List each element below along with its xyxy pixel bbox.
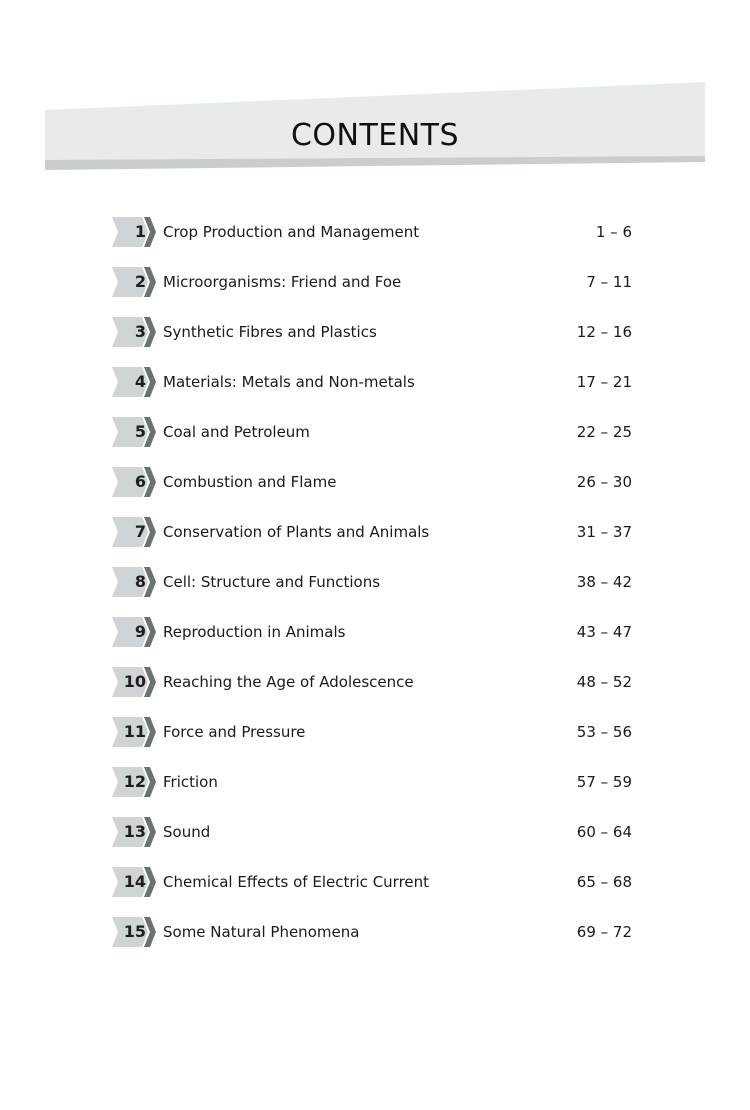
- chapter-title[interactable]: Conservation of Plants and Animals: [163, 523, 430, 541]
- chapter-pages: 57 – 59: [576, 773, 632, 791]
- chapter-pages: 17 – 21: [576, 373, 632, 391]
- chapter-number: 13: [123, 822, 146, 841]
- chapter-number: 6: [134, 472, 146, 491]
- chapter-number: 9: [134, 622, 146, 641]
- chapter-title[interactable]: Materials: Metals and Non-metals: [163, 373, 415, 391]
- toc-row[interactable]: [112, 414, 634, 464]
- chapter-title[interactable]: Microorganisms: Friend and Foe: [163, 273, 402, 291]
- chapter-pages: 26 – 30: [576, 473, 632, 491]
- chapter-number: 8: [134, 572, 146, 591]
- toc-row[interactable]: [112, 864, 634, 914]
- toc-row[interactable]: [112, 314, 634, 364]
- chapter-title[interactable]: Combustion and Flame: [163, 473, 337, 491]
- chapter-number: 10: [123, 672, 146, 691]
- chapter-pages: 31 – 37: [576, 523, 632, 541]
- chapter-number: 5: [134, 422, 146, 441]
- chapter-number: 12: [123, 772, 146, 791]
- chapter-number: 4: [134, 372, 146, 391]
- chapter-pages: 22 – 25: [576, 423, 632, 441]
- chapter-pages: 7 – 11: [586, 273, 632, 291]
- chapter-title[interactable]: Sound: [163, 823, 211, 841]
- table-of-contents: [112, 214, 634, 964]
- chapter-pages: 43 – 47: [576, 623, 632, 641]
- chapter-number: 2: [134, 272, 146, 291]
- toc-row[interactable]: [112, 464, 634, 514]
- toc-row[interactable]: [112, 714, 634, 764]
- toc-row[interactable]: [112, 914, 634, 964]
- toc-row[interactable]: [112, 664, 634, 714]
- chapter-number: 7: [134, 522, 146, 541]
- chapter-pages: 48 – 52: [576, 673, 632, 691]
- chapter-title[interactable]: Friction: [163, 773, 218, 791]
- toc-row[interactable]: [112, 214, 634, 264]
- chapter-title[interactable]: Reproduction in Animals: [163, 623, 346, 641]
- chapter-pages: 1 – 6: [595, 223, 632, 241]
- chapter-number: 15: [123, 922, 146, 941]
- toc-row[interactable]: [112, 614, 634, 664]
- chapter-title[interactable]: Chemical Effects of Electric Current: [163, 873, 430, 891]
- toc-row[interactable]: [112, 364, 634, 414]
- chapter-number: 11: [123, 722, 146, 741]
- chapter-number: 3: [134, 322, 146, 341]
- toc-row[interactable]: [112, 814, 634, 864]
- toc-row[interactable]: [112, 564, 634, 614]
- chapter-number: 14: [123, 872, 146, 891]
- chapter-title[interactable]: Crop Production and Management: [163, 223, 420, 241]
- chapter-pages: 69 – 72: [576, 923, 632, 941]
- page-title: CONTENTS: [290, 118, 460, 153]
- chapter-pages: 53 – 56: [576, 723, 632, 741]
- chapter-title[interactable]: Force and Pressure: [163, 723, 306, 741]
- chapter-title[interactable]: Cell: Structure and Functions: [163, 573, 381, 591]
- chapter-title[interactable]: Reaching the Age of Adolescence: [163, 673, 414, 691]
- chapter-title[interactable]: Synthetic Fibres and Plastics: [163, 323, 377, 341]
- chapter-pages: 38 – 42: [576, 573, 632, 591]
- chapter-number: 1: [134, 222, 146, 241]
- chapter-pages: 12 – 16: [576, 323, 632, 341]
- toc-row[interactable]: [112, 764, 634, 814]
- toc-row[interactable]: [112, 514, 634, 564]
- chapter-pages: 65 – 68: [576, 873, 632, 891]
- chapter-title[interactable]: Some Natural Phenomena: [163, 923, 360, 941]
- contents-banner: [0, 0, 750, 200]
- chapter-pages: 60 – 64: [576, 823, 632, 841]
- chapter-title[interactable]: Coal and Petroleum: [163, 423, 310, 441]
- toc-row[interactable]: [112, 264, 634, 314]
